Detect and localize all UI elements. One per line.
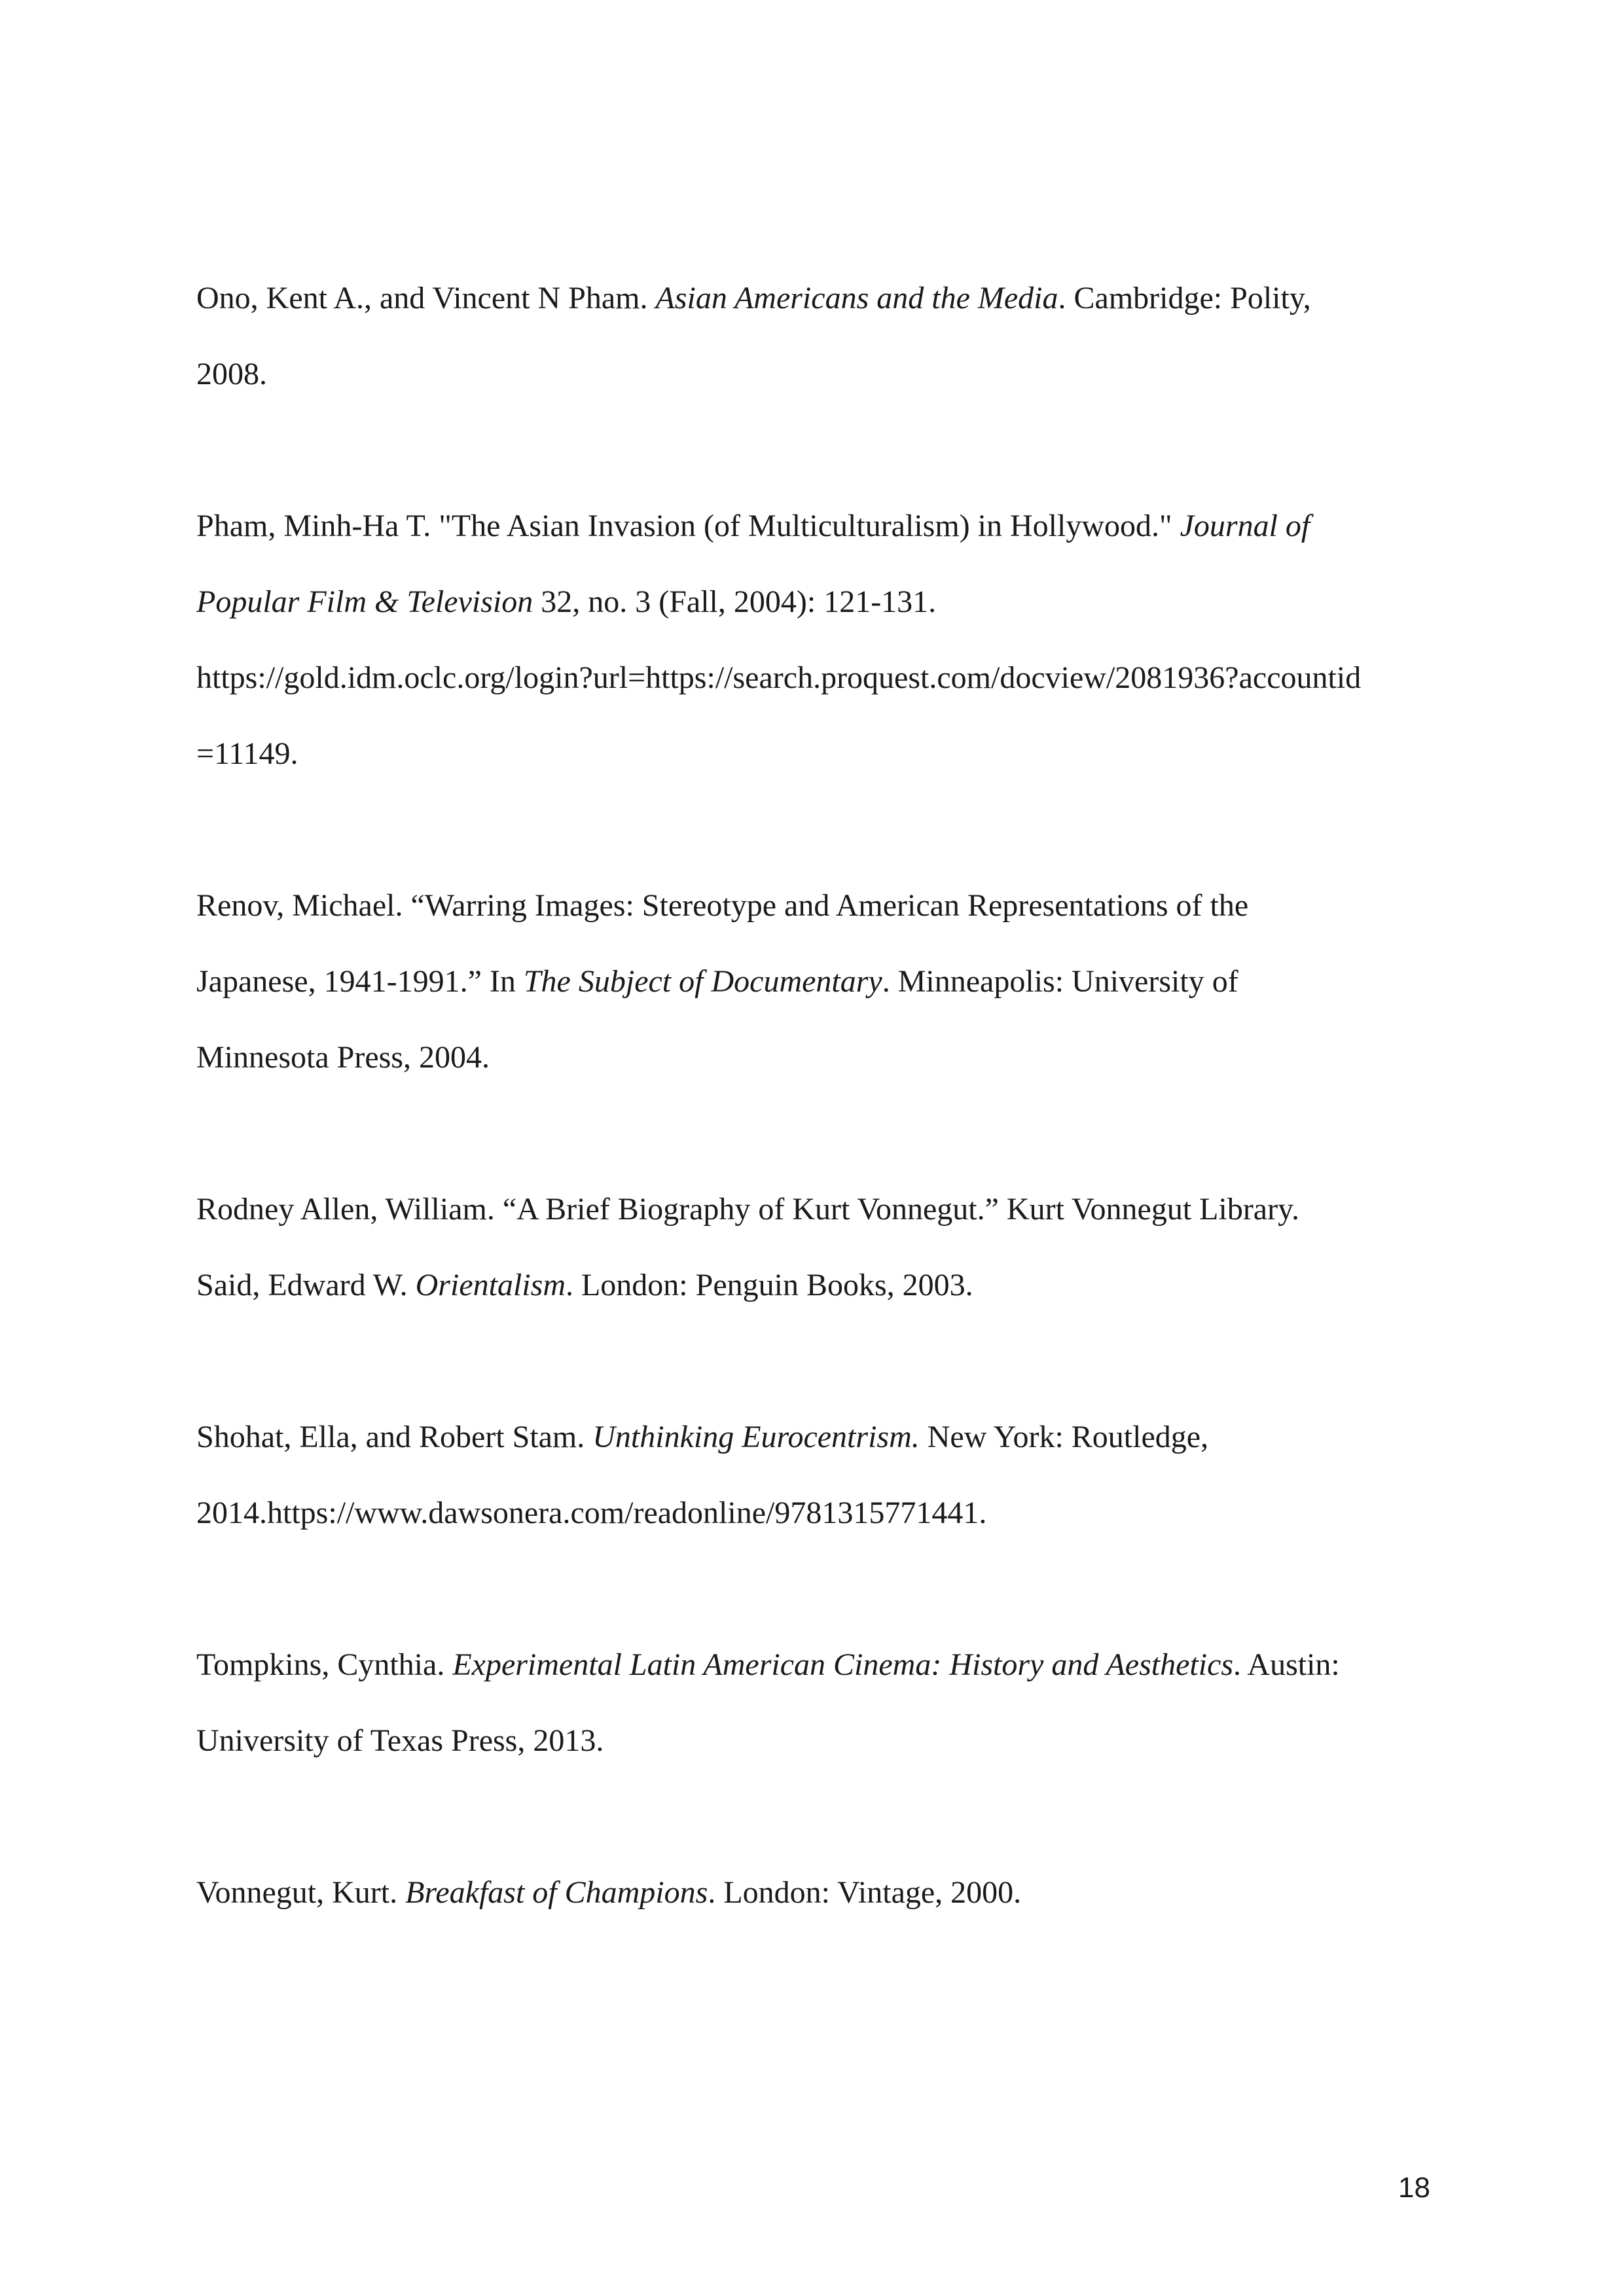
- entry-text: . London: Penguin Books, 2003.: [565, 1268, 973, 1302]
- entry-line: [196, 1475, 1453, 1551]
- entry-line: [196, 1703, 1453, 1779]
- bibliography-entry: [196, 1172, 1453, 1323]
- entry-line: [196, 868, 1453, 944]
- entry-line: [196, 1399, 1453, 1475]
- entry-spacer: [196, 792, 1453, 868]
- entry-line: [196, 716, 1453, 792]
- italic-title-text: Journal of: [1180, 509, 1310, 543]
- entry-spacer: [196, 1551, 1453, 1627]
- entry-text: Renov, Michael. “Warring Images: Stereotype and American Representations of the: [196, 888, 1249, 923]
- entry-spacer: [196, 1779, 1453, 1855]
- entry-text: University of Texas Press, 2013.: [196, 1723, 604, 1758]
- entry-text: 2014.https://www.dawsonera.com/readonline/9781315771441.: [196, 1496, 987, 1530]
- entry-text: Vonnegut, Kurt.: [196, 1875, 406, 1910]
- bibliography-entry: [196, 1627, 1453, 1779]
- bibliography-entry: [196, 1855, 1453, 1931]
- page-number: 18: [1398, 2172, 1430, 2204]
- italic-title-text: The Subject of Documentary: [523, 964, 882, 999]
- entry-line: [196, 1855, 1453, 1931]
- entry-text: . Minneapolis: University of: [882, 964, 1238, 999]
- bibliography-list: [196, 260, 1453, 1931]
- entry-text: Pham, Minh-Ha T. "The Asian Invasion (of Multiculturalism) in Hollywood.": [196, 509, 1180, 543]
- entry-spacer: [196, 1096, 1453, 1172]
- entry-text: Said, Edward W.: [196, 1268, 416, 1302]
- entry-text: https://gold.idm.oclc.org/login?url=https://search.proquest.com/docview/2081936?accountid: [196, 660, 1362, 695]
- bibliography-entry: [196, 260, 1453, 412]
- bibliography-entry: [196, 868, 1453, 1096]
- entry-text: =11149.: [196, 736, 298, 771]
- entry-line: [196, 260, 1453, 336]
- entry-spacer: [196, 1323, 1453, 1399]
- entry-line: [196, 1247, 1453, 1323]
- entry-text: Rodney Allen, William. “A Brief Biography of Kurt Vonnegut.” Kurt Vonnegut Library.: [196, 1192, 1299, 1227]
- entry-text: Japanese, 1941-1991.” In: [196, 964, 524, 999]
- entry-text: Tompkins, Cynthia.: [196, 1647, 453, 1682]
- italic-title-text: Asian Americans and the Media: [655, 281, 1058, 315]
- entry-line: [196, 640, 1453, 716]
- italic-title-text: Popular Film & Television: [196, 584, 533, 619]
- bibliography-entry: [196, 1399, 1453, 1551]
- italic-title-text: Orientalism: [415, 1268, 566, 1302]
- italic-title-text: Breakfast of Champions: [405, 1875, 708, 1910]
- entry-text: Ono, Kent A., and Vincent N Pham.: [196, 281, 656, 315]
- entry-line: [196, 944, 1453, 1020]
- entry-text: New York: Routledge,: [919, 1420, 1209, 1454]
- entry-line: [196, 336, 1453, 412]
- entry-text: 32, no. 3 (Fall, 2004): 121-131.: [533, 584, 937, 619]
- italic-title-text: Experimental Latin American Cinema: History and Aesthetics: [452, 1647, 1234, 1682]
- entry-line: [196, 1172, 1453, 1247]
- italic-title-text: Unthinking Eurocentrism.: [592, 1420, 920, 1454]
- entry-text: 2008.: [196, 357, 267, 391]
- bibliography-entry: [196, 488, 1453, 792]
- entry-text: . Austin:: [1233, 1647, 1340, 1682]
- entry-text: . London: Vintage, 2000.: [708, 1875, 1022, 1910]
- entry-line: [196, 1627, 1453, 1703]
- entry-spacer: [196, 412, 1453, 488]
- entry-text: Shohat, Ella, and Robert Stam.: [196, 1420, 593, 1454]
- entry-text: Minnesota Press, 2004.: [196, 1040, 490, 1075]
- entry-text: . Cambridge: Polity,: [1058, 281, 1311, 315]
- entry-line: [196, 1020, 1453, 1096]
- entry-line: [196, 488, 1453, 564]
- entry-line: [196, 564, 1453, 640]
